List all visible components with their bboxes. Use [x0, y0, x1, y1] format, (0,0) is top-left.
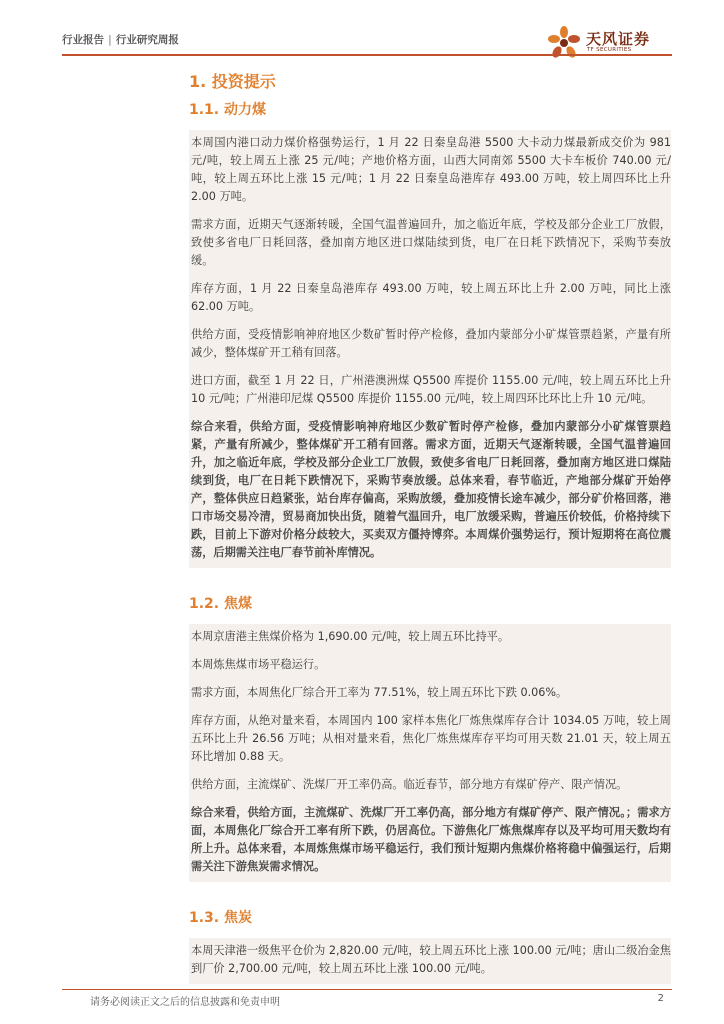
logo-text-en: TF SECURITIES — [587, 47, 632, 53]
thermal-coal-block — [189, 130, 671, 568]
summary-paragraph: 综合来看，供给方面，受疫情影响神府地区少数矿暂时停产检修，叠加内蒙部分小矿煤管票趋紧，产量有所减少，整体煤矿开工稍有回落。需求方面，近期天气逐渐转暖，全国气温普遍回升，加之临近年底，学校及部分企业工厂放假，致使多省电厂日耗回落，叠加南方地区进口煤陆续到货，电厂在日耗下跌情况下，采购节奏放缓。总体来看，春节临近，产地部分煤矿开始停产，整体供应日趋紧张，站台库存偏高，采购放缓，叠加疫情长途车减少，部分矿价格回落，港口市场交易冷清，贸易商加快出货，随着气温回升，电厂放缓采购，普遍压价较低，价格持续下跌，目前上下游对价格分歧较大，买卖双方僵持博弈。本周煤价强势运行，预计短期将在高位震荡，后期需关注电厂春节前补库情况。 — [191, 420, 671, 559]
flower-logo-icon — [544, 23, 584, 63]
paragraph: 需求方面，本周焦化厂综合开工率为 77.51%，较上周五环比下跌 0.06%。 — [191, 686, 568, 699]
paragraph: 本周京唐港主焦煤价格为 1,690.00 元/吨，较上周五环比持平。 — [191, 630, 510, 643]
paragraph: 本周天津港一级焦平仓价为 2,820.00 元/吨，较上周五环比上涨 100.00 元/吨；唐山二级冶金焦到厂价 2,700.00 元/吨，较上周五环比上涨 100.00 元/吨。 — [191, 944, 671, 975]
report-type-label: 行业报告 — [62, 34, 104, 46]
coking-coal-block — [189, 624, 671, 882]
paragraph: 进口方面，截至 1 月 22 日，广州港澳洲煤 Q5500 库提价 1155.00 元/吨，较上周五环比上升 10 元/吨；广州港印尼煤 Q5500 库提价 1155.00 元/吨，较上周四环比环比上升 10 元/吨。 — [191, 374, 671, 405]
report-subtype-label: 行业研究周报 — [115, 34, 179, 46]
paragraph: 本周国内港口动力煤价格强势运行，1 月 22 日秦皇岛港 5500 大卡动力煤最新成交价为 981 元/吨，较上周五上涨 25 元/吨；产地价格方面，山西大同南郊 5500 大卡车板价 740.00 元/吨，较上周五环比上涨 15 元/吨；1 月 22 日秦皇岛港库存 493.00 万吨，较上周四环比上升 2.00 万吨。 — [191, 136, 671, 203]
page-header — [62, 31, 672, 51]
paragraph: 供给方面，受疫情影响神府地区少数矿暂时停产检修，叠加内蒙部分小矿煤管票趋紧，产量有所减少，整体煤矿开工稍有回落。 — [191, 328, 671, 359]
footer-disclaimer: 请务必阅读正文之后的信息披露和免责申明 — [90, 997, 280, 1008]
summary-paragraph: 综合来看，供给方面，主流煤矿、洗煤厂开工率仍高，部分地方有煤矿停产、限产情况。；需求方面，本周焦化厂综合开工率有所下跌，仍居高位。下游焦化厂炼焦煤库存以及平均可用天数均有所上升。总体来看，本周炼焦煤市场平稳运行，我们预计短期内焦煤价格将稳中偏强运行，后期需关注下游焦炭需求情况。 — [191, 806, 671, 873]
section-title-thermal-coal: 1.1. 动力煤 — [189, 102, 266, 118]
report-category — [62, 32, 179, 47]
paragraph: 本周炼焦煤市场平稳运行。 — [191, 658, 326, 671]
report-body — [62, 68, 672, 984]
section-title-coke: 1.3. 焦炭 — [189, 910, 252, 926]
paragraph: 供给方面，主流煤矿、洗煤厂开工率仍高。临近春节，部分地方有煤矿停产、限产情况。 — [191, 778, 628, 791]
section-title-investment: 1. 投资提示 — [189, 72, 276, 91]
logo-text-cn: 天风证券 — [586, 30, 651, 48]
section-title-coking-coal: 1.2. 焦煤 — [189, 596, 252, 612]
coke-block — [189, 938, 671, 984]
footer-divider — [62, 989, 672, 990]
header-divider — [62, 54, 672, 56]
company-logo — [544, 23, 672, 63]
paragraph: 库存方面，1 月 22 日秦皇岛港库存 493.00 万吨，较上周五环比上升 2.00 万吨，同比上涨 62.00 万吨。 — [191, 282, 671, 313]
page-number: 2 — [657, 993, 664, 1004]
paragraph: 需求方面，近期天气逐渐转暖，全国气温普遍回升，加之临近年底，学校及部分企业工厂放假，致使多省电厂日耗回落，叠加南方地区进口煤陆续到货，电厂在日耗下跌情况下，采购节奏放缓。 — [191, 218, 671, 267]
header-separator: | — [108, 34, 112, 46]
paragraph: 库存方面，从绝对量来看，本周国内 100 家样本焦化厂炼焦煤库存合计 1034.05 万吨，较上周五环比上升 26.56 万吨；从相对量来看，焦化厂炼焦煤库存平均可用天数 21.01 天，较上周五环比增加 0.88 天。 — [191, 714, 671, 763]
